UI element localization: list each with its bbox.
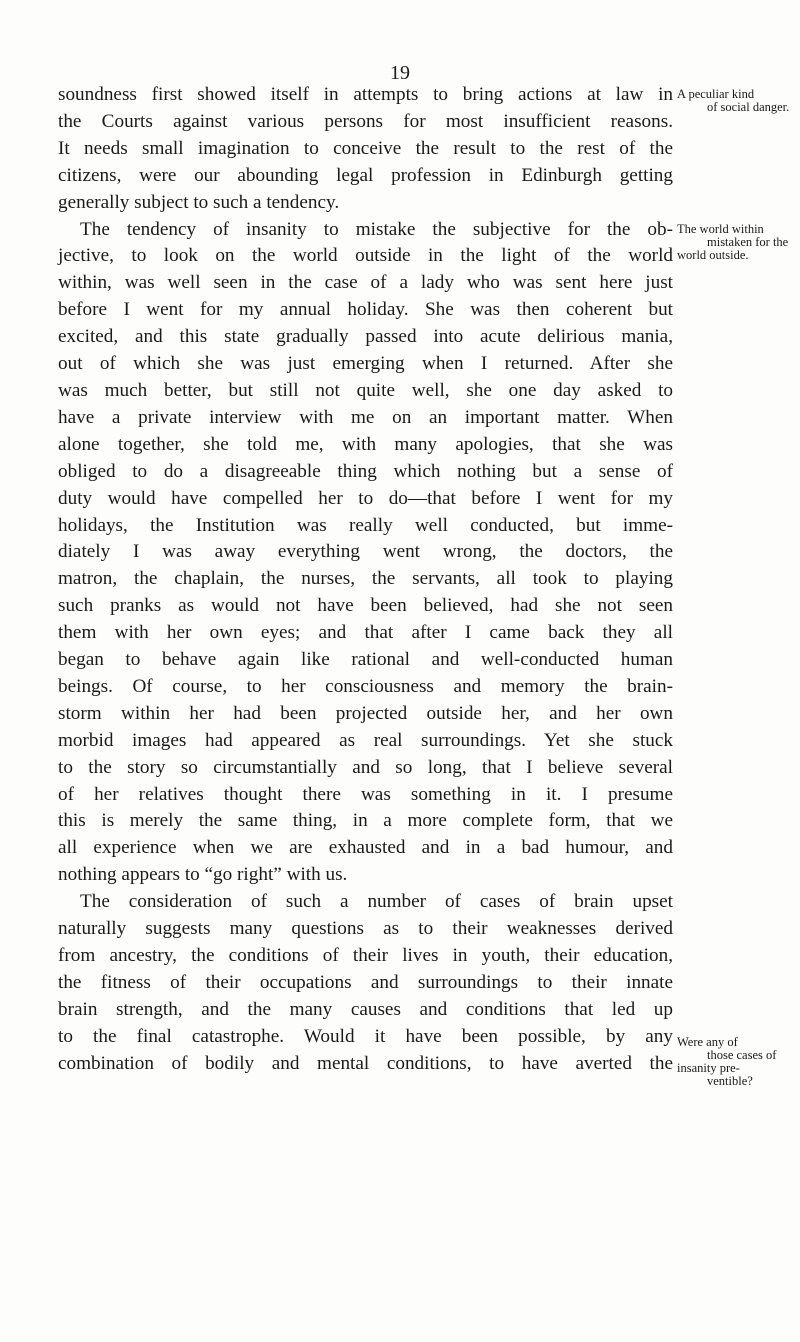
text-line: began to behave again like rational and well-conducted human bbox=[58, 649, 673, 671]
text-line: the fitness of their occupations and surroundings to their innate bbox=[58, 971, 673, 993]
text-line: was much better, but still not quite well, she one day asked to bbox=[58, 379, 673, 401]
text-line: such pranks as would not have been believed, had she not seen bbox=[58, 595, 673, 617]
text-line: of her relatives thought there was something in it. I presume bbox=[58, 783, 673, 805]
text-line: alone together, she told me, with many apologies, that she was bbox=[58, 433, 673, 455]
side-note-line: mistaken for the bbox=[707, 235, 789, 249]
text-line: this is merely the same thing, in a more complete form, that we bbox=[58, 810, 673, 832]
text-line: The consideration of such a number of cases of brain upset bbox=[80, 891, 673, 913]
side-note-line: A peculiar kind bbox=[677, 87, 755, 101]
text-line: excited, and this state gradually passed into acute delirious mania, bbox=[58, 326, 673, 348]
side-note-line: insanity pre- bbox=[677, 1061, 740, 1075]
text-line: citizens, were our abounding legal profession in Edinburgh getting bbox=[58, 164, 673, 186]
text-line: jective, to look on the world outside in the light of the world bbox=[58, 245, 673, 267]
text-line: all experience when we are exhausted and in a bad humour, and bbox=[58, 837, 673, 859]
text-line: diately I was away everything went wrong, the doctors, the bbox=[58, 541, 673, 563]
text-line: out of which she was just emerging when I returned. After she bbox=[58, 353, 673, 375]
text-line: nothing appears to “go right” with us. bbox=[58, 864, 348, 886]
side-note-line: those cases of bbox=[707, 1048, 777, 1062]
text-line: obliged to do a disagreeable thing which nothing but a sense of bbox=[58, 460, 673, 482]
side-note-world-within bbox=[677, 223, 797, 262]
text-line: generally subject to such a tendency. bbox=[58, 191, 340, 213]
side-note-line: of social danger. bbox=[707, 100, 790, 114]
text-line: before I went for my annual holiday. She was then coherent but bbox=[58, 299, 673, 321]
text-line: soundness first showed itself in attempts to bring actions at law in bbox=[58, 84, 673, 105]
text-line: them with her own eyes; and that after I came back they all bbox=[58, 622, 673, 644]
text-line: morbid images had appeared as real surroundings. Yet she stuck bbox=[58, 729, 673, 751]
text-line: It needs small imagination to conceive the result to the rest of the bbox=[58, 137, 673, 159]
side-note-line: Were any of bbox=[677, 1035, 738, 1049]
side-note-line: ventible? bbox=[707, 1074, 753, 1088]
text-line: The tendency of insanity to mistake the subjective for the ob- bbox=[80, 218, 673, 240]
text-line: from ancestry, the conditions of their lives in youth, their education, bbox=[58, 945, 673, 966]
text-line: storm within her had been projected outside her, and her own bbox=[58, 702, 673, 724]
text-line: naturally suggests many questions as to their weaknesses derived bbox=[58, 918, 673, 940]
text-line: beings. Of course, to her consciousness and memory the brain- bbox=[58, 675, 673, 697]
side-note-social-danger bbox=[677, 88, 797, 114]
text-line: the Courts against various persons for most insufficient reasons. bbox=[58, 110, 673, 132]
text-line: have a private interview with me on an important matter. When bbox=[58, 406, 673, 428]
text-line: holidays, the Institution was really well conducted, but imme- bbox=[58, 514, 673, 536]
text-line: to the final catastrophe. Would it have been possible, by any bbox=[58, 1025, 673, 1047]
side-note-preventible bbox=[677, 1036, 797, 1088]
text-line: matron, the chaplain, the nurses, the servants, all took to playing bbox=[58, 568, 673, 590]
side-note-line: world outside. bbox=[677, 248, 749, 262]
page-number: 19 bbox=[390, 62, 410, 84]
text-line: brain strength, and the many causes and conditions that led up bbox=[58, 998, 673, 1020]
side-note-line: The world within bbox=[677, 222, 764, 236]
body-text bbox=[58, 82, 673, 1078]
text-line: to the story so circumstantially and so long, that I believe several bbox=[58, 756, 673, 778]
text-line: combination of bodily and mental conditions, to have averted the bbox=[58, 1052, 673, 1074]
text-line: within, was well seen in the case of a lady who was sent here just bbox=[58, 272, 673, 294]
text-line: duty would have compelled her to do—that before I went for my bbox=[58, 487, 673, 509]
